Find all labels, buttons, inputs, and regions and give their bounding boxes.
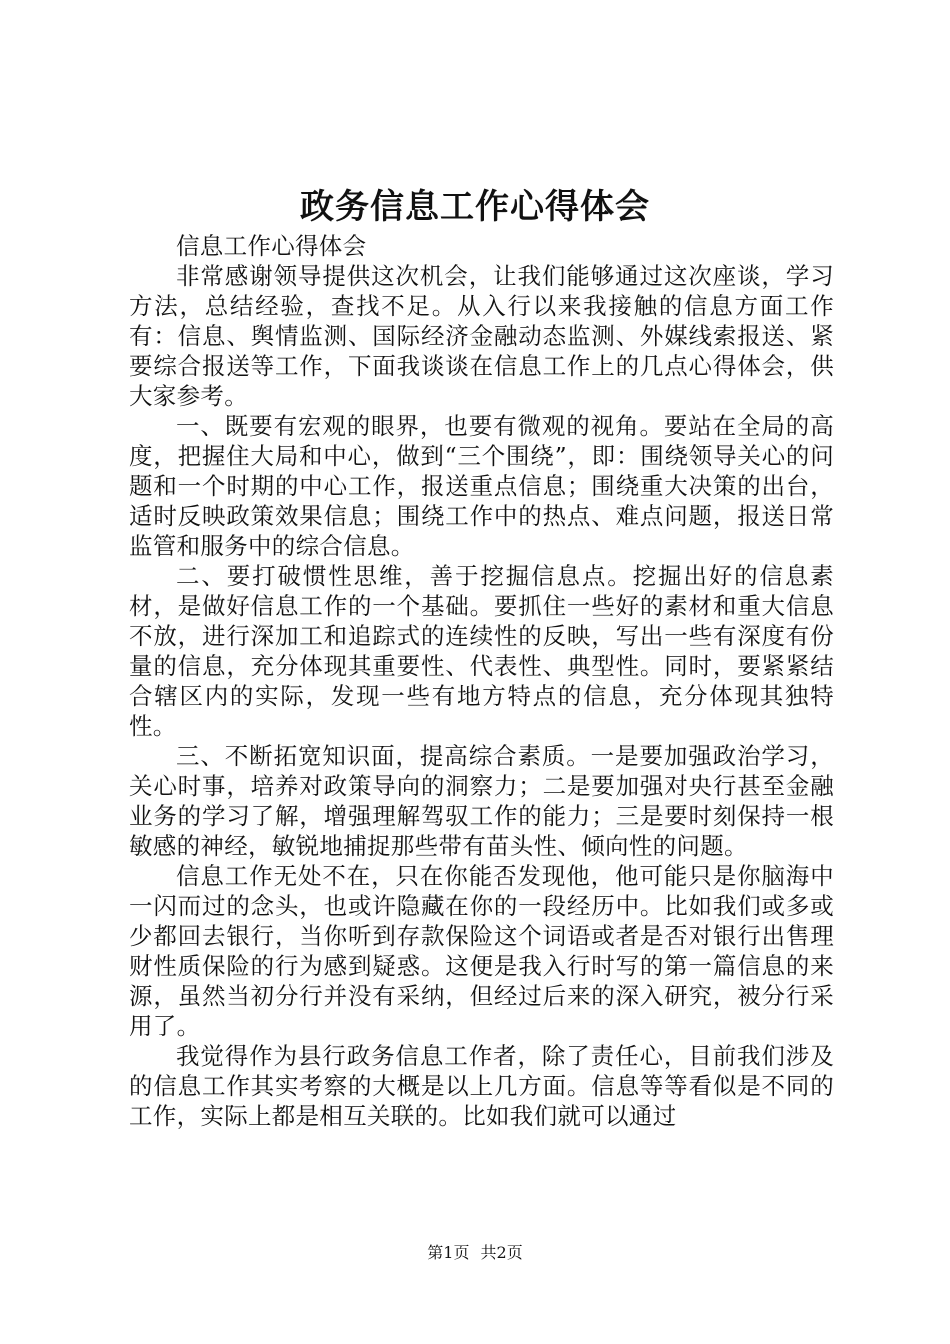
paragraph-point-three: 三、不断拓宽知识面，提高综合素质。一是要加强政治学习，关心时事，培养对政策导向的洞察力；二是要加强对央行甚至金融业务的学习了解，增强理解驾驭工作的能力；三是要时刻保持一根敏感的神经，敏锐地捕捉那些带有苗头性、倾向性的问题。 xyxy=(129,742,834,860)
paragraph-subtitle: 信息工作心得体会 xyxy=(176,232,367,260)
paragraph-point-two: 二、要打破惯性思维，善于挖掘信息点。挖掘出好的信息素材，是做好信息工作的一个基础。要抓住一些好的素材和重大信息不放，进行深加工和追踪式的连续性的反映，写出一些有深度有份量的信息，充分体现其重要性、代表性、典型性。同时，要紧紧结合辖区内的实际，发现一些有地方特点的信息，充分体现其独特性。 xyxy=(129,562,834,740)
paragraph-point-one: 一、既要有宏观的眼界，也要有微观的视角。要站在全局的高度，把握住大局和中心，做到“三个围绕”，即：围绕领导关心的问题和一个时期的中心工作，报送重点信息；围绕重大决策的出台，适时反映政策效果信息；围绕工作中的热点、难点问题，报送日常监管和服务中的综合信息。 xyxy=(129,412,834,560)
page-footer xyxy=(0,1242,950,1264)
document-title: 政务信息工作心得体会 xyxy=(300,187,650,227)
document-body xyxy=(129,231,834,1131)
paragraph-conclusion: 我觉得作为县行政务信息工作者，除了责任心，目前我们涉及的信息工作其实考察的大概是以上几方面。信息等等看似是不同的工作，实际上都是相互关联的。比如我们就可以通过 xyxy=(129,1042,834,1130)
paragraph-intro: 非常感谢领导提供这次机会，让我们能够通过这次座谈，学习方法，总结经验，查找不足。从入行以来我接触的信息方面工作有：信息、舆情监测、国际经济金融动态监测、外媒线索报送、紧要综合报送等工作，下面我谈谈在信息工作上的几点心得体会，供大家参考。 xyxy=(129,262,834,410)
paragraph-example: 信息工作无处不在，只在你能否发现他，他可能只是你脑海中一闪而过的念头，也或许隐藏在你的一段经历中。比如我们或多或少都回去银行，当你听到存款保险这个词语或者是否对银行出售理财性质保险的行为感到疑惑。这便是我入行时写的第一篇信息的来源，虽然当初分行并没有采纳，但经过后来的深入研究，被分行采用了。 xyxy=(129,862,834,1040)
page-number-current: 第1页 xyxy=(427,1243,470,1262)
page-number-total: 共2页 xyxy=(480,1243,523,1262)
